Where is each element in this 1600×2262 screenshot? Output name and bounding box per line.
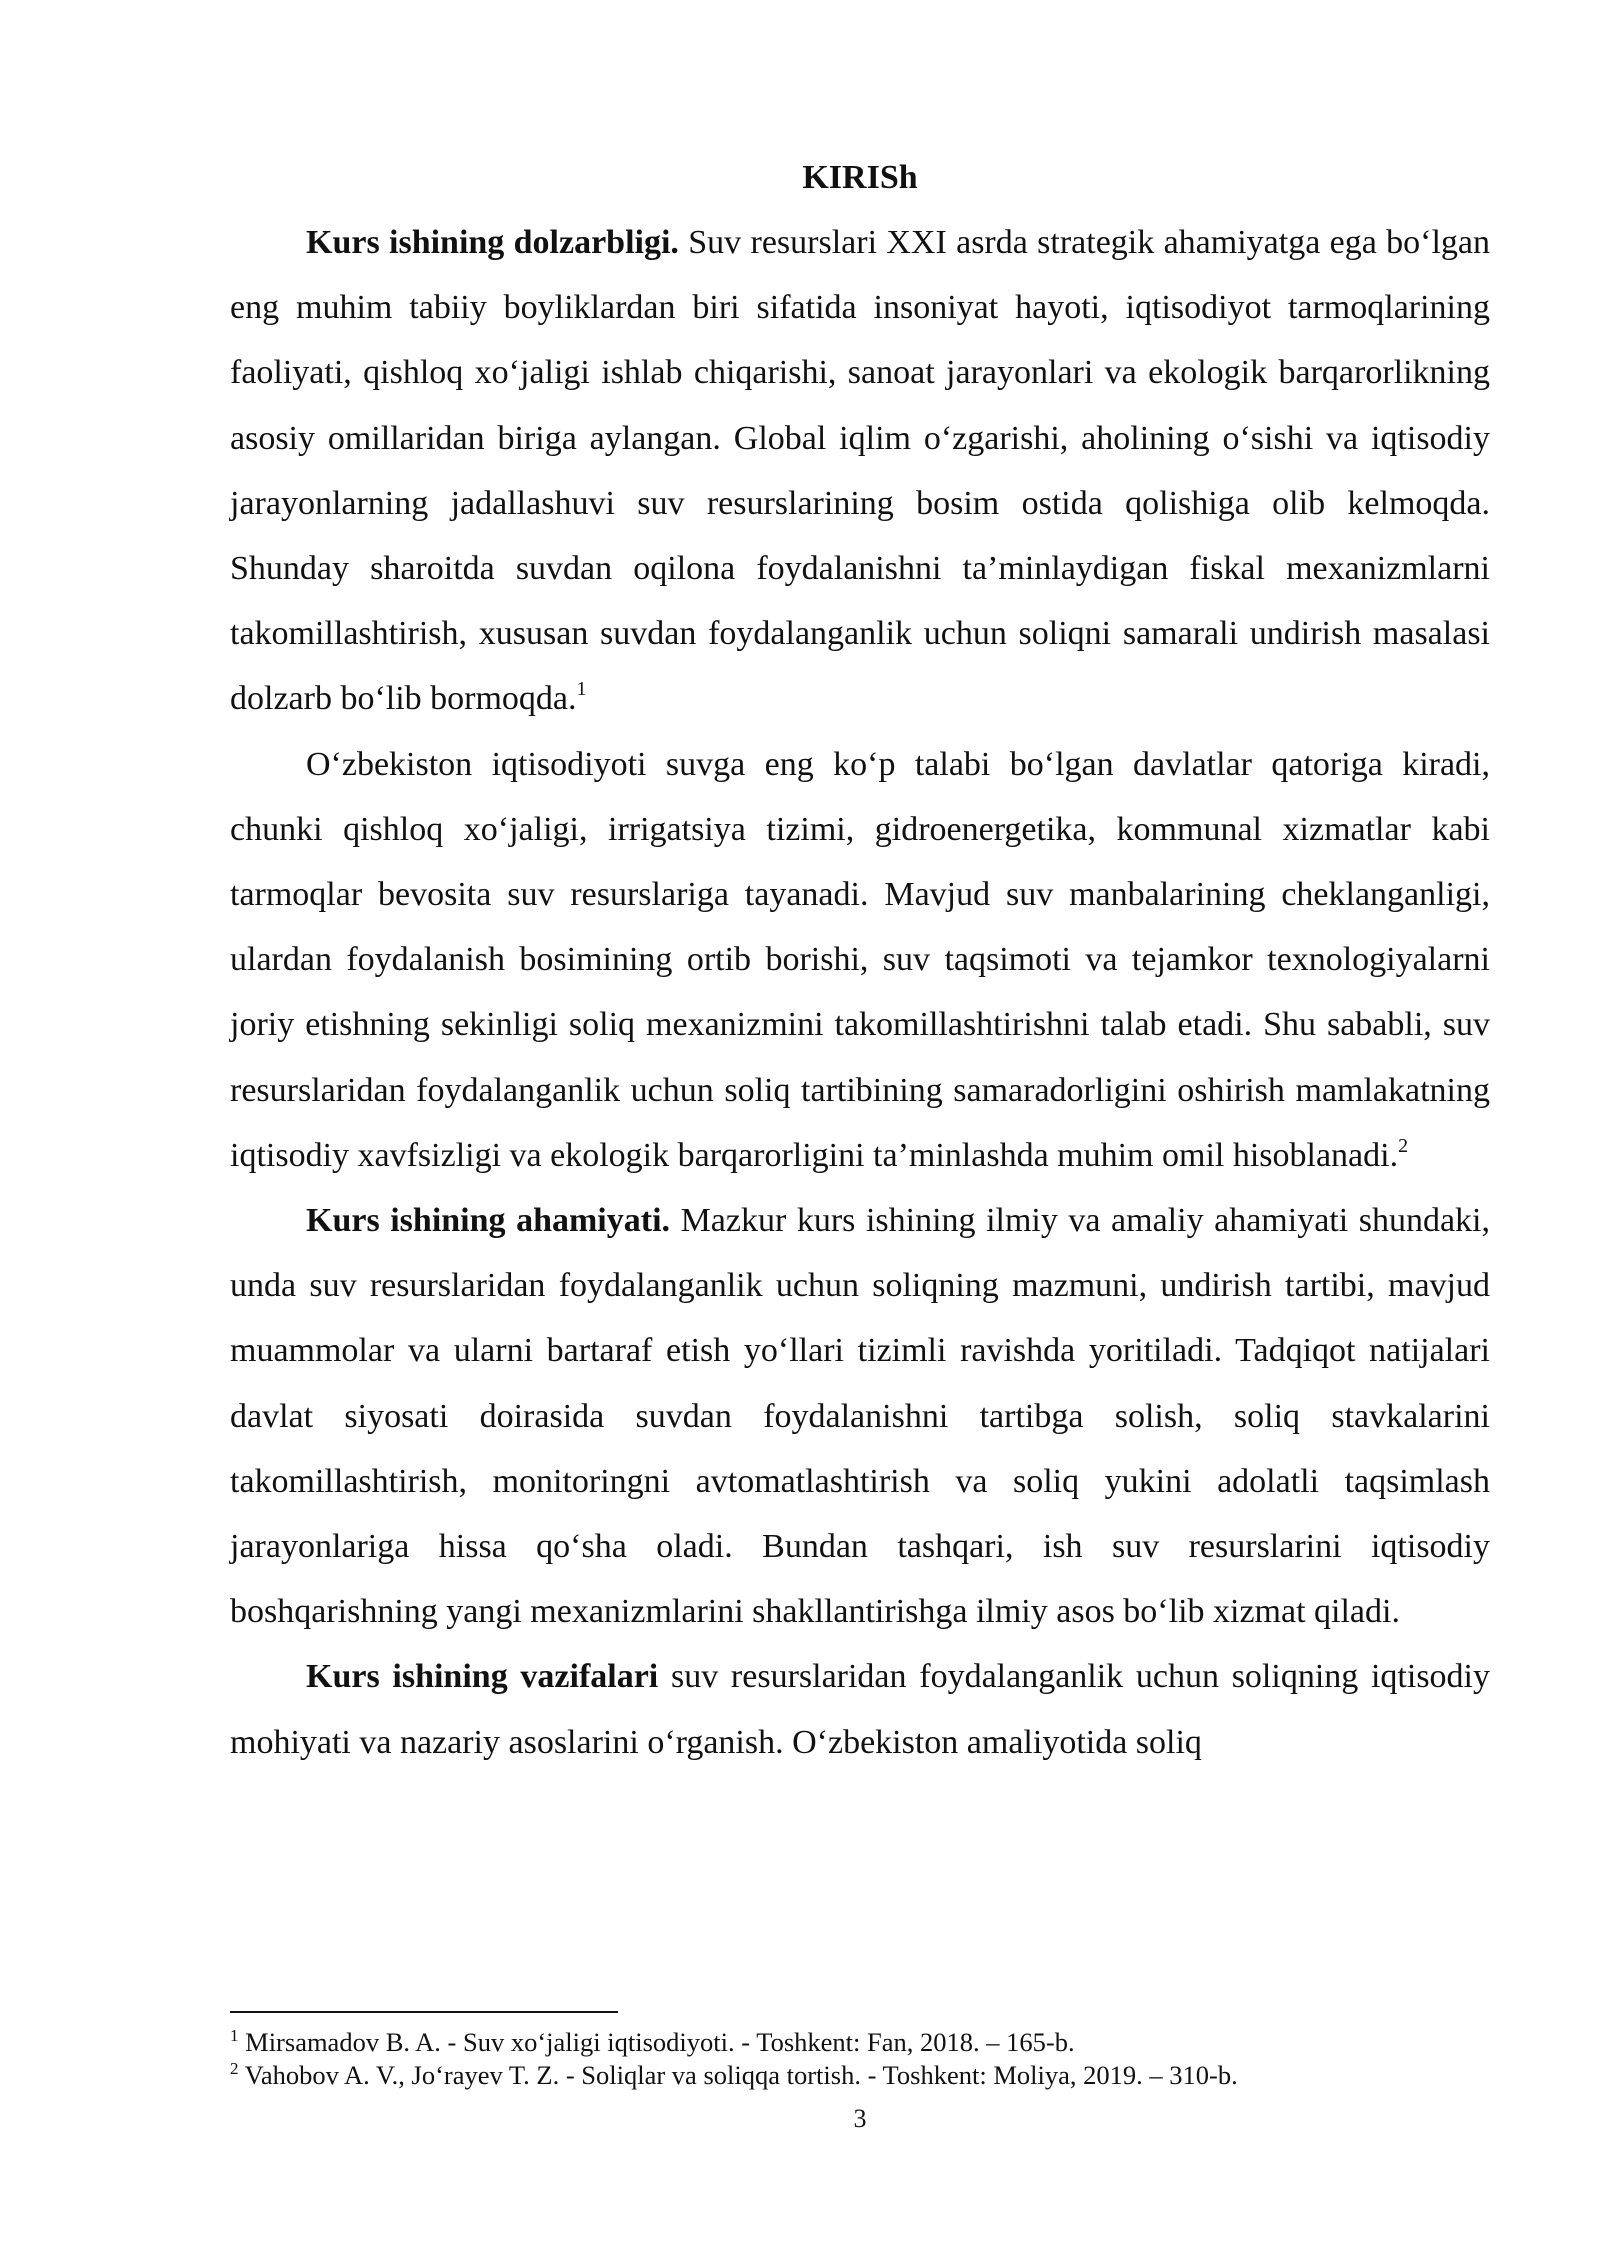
footnote-separator: [230, 2011, 618, 2013]
paragraph-economy: [230, 732, 1490, 1188]
paragraph-heading-tasks: Kurs ishining vazifalari: [306, 1658, 659, 1696]
footnote-text-2: Vahobov A. V., Jo‘rayev T. Z. - Soliqlar va soliqqa tortish. - Toshkent: Moliya, 2019. – 310-b.: [238, 2060, 1238, 2090]
page-number: 3: [853, 2104, 867, 2133]
footnote-text-1: Mirsamadov B. A. - Suv xo‘jaligi iqtisodiyoti. - Toshkent: Fan, 2018. – 165-b.: [238, 2027, 1075, 2057]
footnote-2: [230, 2059, 1490, 2092]
footnote-number-2: 2: [230, 2059, 239, 2078]
paragraph-text-economy: O‘zbekiston iqtisodiyoti suvga eng ko‘p talabi bo‘lgan davlatlar qatoriga kiradi, chunki qishloq xo‘jaligi, irrigatsiya tizimi, gidroenergetika, kommunal xizmatlar kabi tarmoqlar bevosita suv resurslariga tayanadi. Mavjud suv manbalarining cheklanganligi, ulardan foydalanish bosimining ortib borishi, suv taqsimoti va tejamkor texnologiyalarni joriy etishning sekinligi soliq mexanizmini takomillashtirishni talab etadi. Shu sababli, suv resurslaridan foydalanganlik uchun soliq tartibining samaradorligini oshirish mamlakatning iqtisodiy xavfsizligi va ekologik barqarorligini ta’minlashda muhim omil hisoblanadi.: [230, 745, 1490, 1174]
footnote-1: [230, 2026, 1490, 2059]
paragraph-tasks: [230, 1644, 1490, 1774]
footnote-number-1: 1: [230, 2026, 239, 2045]
page-body: [230, 145, 1490, 1775]
paragraph-significance: [230, 1188, 1490, 1644]
paragraph-text-tasks: suv resurslaridan foydalanganlik uchun soliqning iqtisodiy mohiyati va nazariy asoslarini o‘rganish. O‘zbekiston amaliyotida soliq: [230, 1658, 1491, 1761]
paragraph-heading-significance: Kurs ishining ahamiyati.: [306, 1202, 671, 1240]
page-title: KIRISh: [802, 159, 918, 196]
paragraph-relevance: [230, 210, 1490, 732]
paragraph-text-significance: Mazkur kurs ishining ilmiy va amaliy ahamiyati shundaki, unda suv resurslaridan foydalanganlik uchun soliqning mazmuni, undirish tartibi, mavjud muammolar va ularni bartaraf etish yo‘llari tizimli ravishda yoritiladi. Tadqiqot natijalari davlat siyosati doirasida suvdan foydalanishni tartibga solish, soliq stavkalarini takomillashtirish, monitoringni avtomatlashtirish va soliq yukini adolatli taqsimlash jarayonlariga hissa qo‘sha oladi. Bundan tashqari, ish suv resurslarini iqtisodiy boshqarishning yangi mexanizmlarini shakllantirishga ilmiy asos bo‘lib xizmat qiladi.: [230, 1202, 1491, 1631]
paragraph-text-relevance: Suv resurslari XXI asrda strategik ahamiyatga ega bo‘lgan eng muhim tabiiy boyliklardan biri sifatida insoniyat hayoti, iqtisodiyot tarmoqlarining faoliyati, qishloq xo‘jaligi ishlab chiqarishi, sanoat jarayonlari va ekologik barqarorlikning asosiy omillaridan biriga aylangan. Global iqlim o‘zgarishi, aholining o‘sishi va iqtisodiy jarayonlarning jadallashuvi suv resurslarining bosim ostida qolishiga olib kelmoqda. Shunday sharoitda suvdan oqilona foydalanishni ta’minlaydigan fiskal mexanizmlarni takomillashtirish, xususan suvdan foydalanganlik uchun soliqni samarali undirish masalasi dolzarb bo‘lib bormoqda.: [230, 224, 1490, 718]
footnotes: [230, 2026, 1490, 2092]
footnote-ref-1: 1: [576, 678, 587, 701]
paragraph-heading-relevance: Kurs ishining dolzarbligi.: [306, 224, 679, 261]
footnote-ref-2: 2: [1398, 1134, 1409, 1157]
